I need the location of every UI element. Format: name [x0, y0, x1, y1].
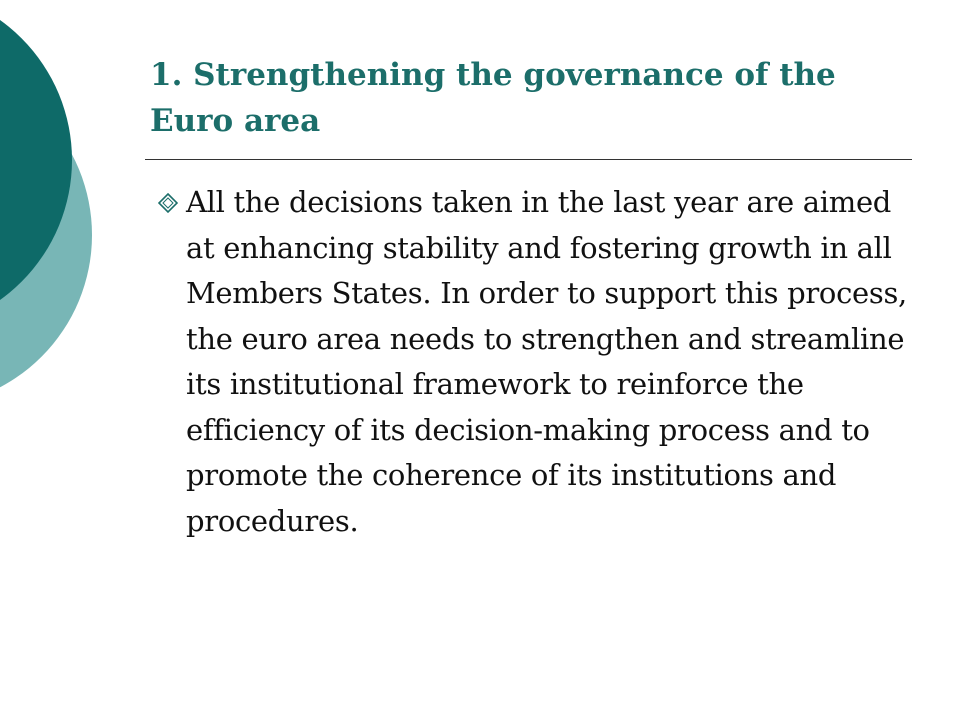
bullet-item	[150, 180, 920, 544]
hollow-diamond-bullet-icon	[158, 193, 178, 213]
bullet-text: All the decisions taken in the last year are aimed at enhancing stability and fostering growth in all Members States. In order to support this process, the euro area needs to strengthen and streamline its institutional framework to reinforce the efficiency of its decision-making process and to promote the coherence of its institutions and procedures.	[186, 185, 907, 538]
slide-title: 1. Strengthening the governance of the Euro area	[150, 57, 836, 139]
decorative-circles	[0, 0, 120, 400]
bullet-list	[150, 180, 920, 544]
title-divider	[145, 159, 912, 160]
